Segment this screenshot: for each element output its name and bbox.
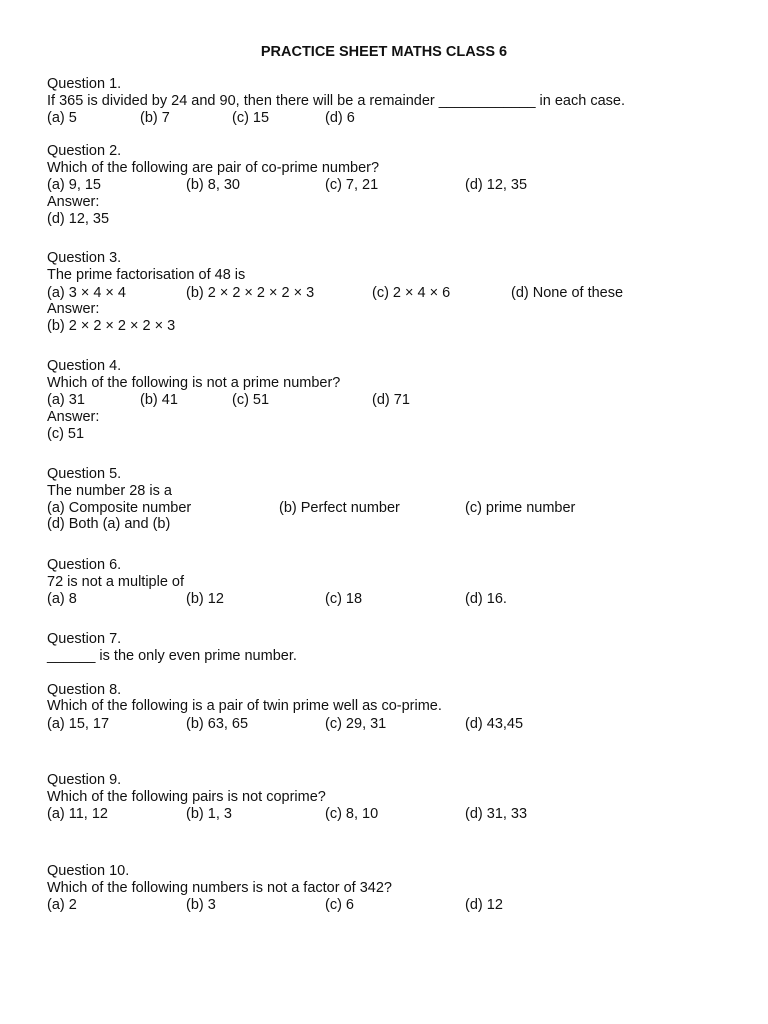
option-d: (d) 43,45 [465, 716, 524, 732]
question-9-heading: Question 9. [47, 772, 122, 788]
question-4-answer: (c) 51 [47, 426, 85, 442]
question-2-answer: (d) 12, 35 [47, 211, 110, 227]
option-b: (b) 63, 65 [186, 716, 249, 732]
page-title: PRACTICE SHEET MATHS CLASS 6 [260, 44, 508, 60]
option-c: (c) 2 × 4 × 6 [372, 285, 451, 301]
option-a: (a) 11, 12 [47, 806, 108, 822]
question-3-text: The prime factorisation of 48 is [47, 267, 246, 283]
option-c: (c) 29, 31 [325, 716, 387, 732]
question-10-text: Which of the following numbers is not a factor of 342? [47, 880, 392, 896]
option-d: (d) 16. [465, 591, 507, 607]
question-6-text: 72 is not a multiple of [47, 574, 185, 590]
option-b: (b) 8, 30 [186, 177, 240, 193]
option-c: (c) 15 [232, 110, 270, 126]
question-8-text: Which of the following is a pair of twin prime well as co-prime. [47, 698, 442, 714]
question-5-heading: Question 5. [47, 466, 122, 482]
option-a: (a) 3 × 4 × 4 [47, 285, 126, 301]
question-1-heading: Question 1. [47, 76, 122, 92]
option-a: (a) 2 [47, 897, 77, 913]
option-c: (c) 51 [232, 392, 270, 408]
option-a: (a) 15, 17 [47, 716, 110, 732]
option-b: (b) 12 [186, 591, 224, 607]
question-6-heading: Question 6. [47, 557, 122, 573]
option-d: (d) 12 [465, 897, 503, 913]
option-b: (b) 2 × 2 × 2 × 2 × 3 [186, 285, 315, 301]
option-b: (b) 7 [140, 110, 170, 126]
question-4-text: Which of the following is not a prime number? [47, 375, 341, 391]
option-c: (c) prime number [465, 500, 576, 516]
question-2-heading: Question 2. [47, 143, 122, 159]
option-d: (d) 12, 35 [465, 177, 528, 193]
option-b: (b) Perfect number [279, 500, 400, 516]
option-b: (b) 41 [140, 392, 178, 408]
option-c: (c) 18 [325, 591, 363, 607]
question-8-heading: Question 8. [47, 682, 122, 698]
option-c: (c) 6 [325, 897, 354, 913]
question-9-text: Which of the following pairs is not coprime? [47, 789, 326, 805]
option-d: (d) None of these [511, 285, 624, 301]
option-c: (c) 7, 21 [325, 177, 379, 193]
question-4-answer-label: Answer: [47, 409, 100, 425]
question-4-heading: Question 4. [47, 358, 122, 374]
question-5-option-d: (d) Both (a) and (b) [47, 516, 171, 532]
question-1-text: If 365 is divided by 24 and 90, then there will be a remainder ____________ in each case. [47, 93, 625, 109]
option-d: (d) 6 [325, 110, 355, 126]
question-3-answer: (b) 2 × 2 × 2 × 2 × 3 [47, 318, 176, 334]
option-a: (a) 31 [47, 392, 85, 408]
question-3-answer-label: Answer: [47, 301, 100, 317]
question-10-heading: Question 10. [47, 863, 130, 879]
option-b: (b) 3 [186, 897, 216, 913]
question-3-heading: Question 3. [47, 250, 122, 266]
option-a: (a) Composite number [47, 500, 192, 516]
option-b: (b) 1, 3 [186, 806, 232, 822]
option-a: (a) 9, 15 [47, 177, 101, 193]
option-a: (a) 8 [47, 591, 77, 607]
option-d: (d) 71 [372, 392, 410, 408]
option-c: (c) 8, 10 [325, 806, 379, 822]
option-a: (a) 5 [47, 110, 77, 126]
question-2-text: Which of the following are pair of co-prime number? [47, 160, 380, 176]
option-d: (d) 31, 33 [465, 806, 528, 822]
question-2-answer-label: Answer: [47, 194, 100, 210]
question-7-heading: Question 7. [47, 631, 122, 647]
question-5-text: The number 28 is a [47, 483, 172, 499]
question-7-text: ______ is the only even prime number. [47, 648, 297, 664]
